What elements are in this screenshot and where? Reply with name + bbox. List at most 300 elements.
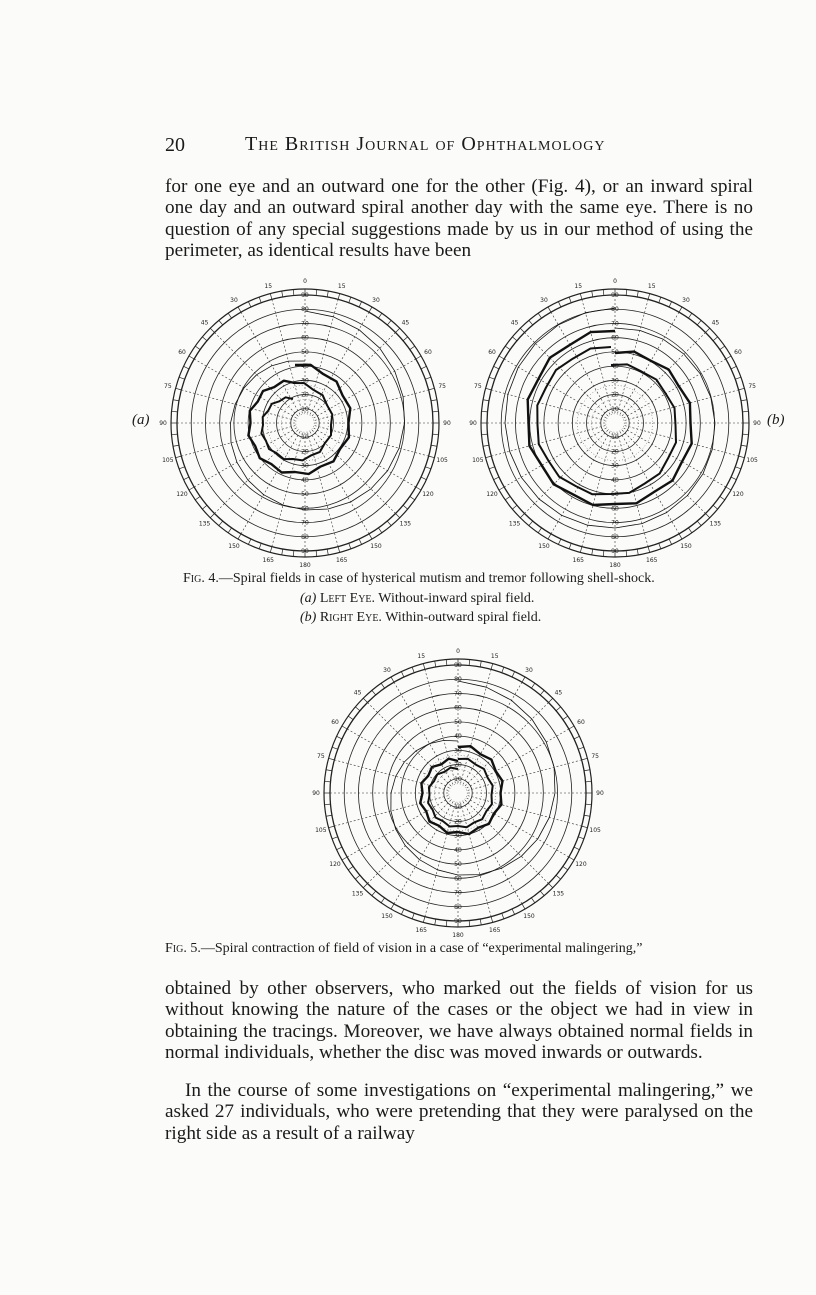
scale-tick: [491, 664, 493, 670]
scale-tick: [282, 291, 283, 297]
radial-label: 80: [611, 533, 619, 541]
radial-label: 30: [301, 462, 309, 470]
meridian-line: [310, 432, 369, 534]
field-tracing: [391, 681, 555, 875]
scale-tick: [372, 690, 376, 695]
scale-tick: [412, 667, 414, 673]
scale-tick: [505, 496, 510, 499]
scale-tick: [697, 320, 701, 325]
scale-tick: [637, 549, 638, 555]
radial-label: 20: [454, 761, 462, 769]
scale-tick: [372, 891, 376, 896]
radial-label: 20: [611, 448, 619, 456]
meridian-line: [181, 426, 295, 457]
field-tracing: [528, 331, 692, 505]
radial-label: 10: [454, 775, 462, 783]
scale-tick: [195, 346, 200, 349]
scale-tick: [558, 302, 561, 307]
meridian-label: 105: [162, 456, 174, 464]
scale-tick: [396, 328, 400, 332]
scale-tick: [584, 770, 590, 771]
figure-4a-label: (a): [132, 412, 150, 428]
radial-label: 30: [454, 747, 462, 755]
meridian-label: 150: [381, 912, 393, 920]
meridian-label: 75: [474, 383, 482, 391]
scale-tick: [558, 539, 561, 544]
field-tracing: [428, 759, 493, 828]
radial-label: 70: [454, 889, 462, 897]
scale-tick: [369, 534, 372, 539]
meridian-line: [181, 390, 295, 421]
meridian-label: 120: [329, 861, 341, 868]
scale-tick: [679, 534, 682, 539]
scale-tick: [381, 683, 384, 688]
scale-tick: [282, 549, 283, 555]
meridian-label: 180: [299, 562, 311, 569]
scale-tick: [202, 337, 207, 341]
meridian-label: 120: [486, 491, 498, 498]
scale-tick: [603, 551, 604, 557]
scale-tick: [423, 917, 425, 923]
figure-4-number: Fig. 4.: [183, 571, 219, 586]
meridian-label: 15: [574, 282, 583, 290]
scale-tick: [228, 528, 231, 533]
scale-tick: [348, 716, 353, 719]
meridian-label: 75: [591, 753, 599, 761]
scale-tick: [184, 366, 189, 369]
scale-tick: [578, 837, 584, 839]
scale-tick: [425, 467, 431, 469]
meridian-line: [241, 432, 300, 534]
meridian-line: [272, 299, 303, 413]
meridian-line: [461, 803, 492, 917]
meridian-label: 60: [424, 349, 432, 356]
scale-tick: [446, 660, 447, 666]
subcaption-desc: Within-outward spiral field.: [385, 610, 542, 625]
scale-tick: [574, 736, 579, 739]
meridian-line: [425, 669, 456, 783]
scale-tick: [387, 320, 391, 325]
radial-label: 50: [611, 348, 619, 356]
scale-tick: [325, 804, 331, 805]
scale-tick: [549, 884, 553, 888]
scale-tick: [431, 445, 437, 446]
figure-5-caption: [165, 941, 642, 957]
scale-tick: [531, 683, 534, 688]
meridian-label: 75: [164, 383, 172, 391]
meridian-label: 30: [525, 667, 533, 675]
scale-tick: [173, 445, 179, 446]
scale-tick: [584, 815, 590, 816]
figure-4-caption: [183, 571, 655, 587]
radial-label: 10: [454, 804, 462, 812]
scale-tick: [489, 377, 495, 379]
scale-tick: [491, 917, 493, 923]
scale-tick: [586, 804, 592, 805]
scale-tick: [540, 891, 544, 896]
meridian-line: [394, 802, 453, 904]
meridian-line: [463, 682, 522, 784]
subcaption-letter: (a): [300, 591, 317, 606]
radial-label: 10: [301, 405, 309, 413]
scale-tick: [401, 672, 404, 677]
scale-tick: [332, 747, 338, 749]
scale-tick: [531, 898, 534, 903]
scale-tick: [326, 770, 332, 771]
meridian-label: 135: [709, 520, 722, 528]
scale-tick: [540, 690, 544, 695]
radial-label: 20: [454, 818, 462, 826]
meridian-label: 45: [554, 689, 563, 697]
meridian-label: 135: [399, 520, 412, 528]
scale-tick: [378, 528, 381, 533]
scale-tick: [421, 366, 426, 369]
scale-tick: [563, 866, 568, 869]
meridian-label: 135: [552, 890, 565, 898]
meridian-label: 135: [508, 520, 521, 528]
meridian-line: [491, 390, 605, 421]
scale-tick: [580, 547, 582, 553]
meridian-line: [194, 359, 296, 418]
meridian-label: 90: [753, 420, 761, 427]
scale-tick: [416, 487, 421, 490]
perimeter-chart-right-eye: [470, 278, 760, 568]
radial-label: 30: [611, 462, 619, 470]
scale-tick: [338, 294, 340, 300]
meridian-label: 45: [711, 319, 720, 327]
scale-tick: [713, 505, 718, 509]
scale-tick: [659, 543, 661, 549]
scale-tick: [713, 337, 718, 341]
scale-tick: [735, 377, 741, 379]
scale-tick: [349, 297, 351, 303]
scale-tick: [259, 297, 261, 303]
radial-label: 40: [301, 363, 309, 371]
radial-label: 60: [301, 334, 309, 342]
meridian-line: [582, 433, 613, 547]
inner-dotted-circle: [296, 414, 314, 432]
meridian-line: [504, 359, 606, 418]
meridian-label: 165: [489, 927, 501, 935]
scale-tick: [556, 707, 561, 711]
scale-tick: [429, 388, 435, 390]
radial-label: 40: [611, 476, 619, 484]
scale-tick: [421, 477, 426, 480]
scale-tick: [425, 377, 431, 379]
scale-tick: [329, 758, 335, 760]
scale-tick: [486, 388, 492, 390]
scale-tick: [342, 857, 347, 860]
meridian-label: 0: [613, 278, 617, 285]
scale-tick: [342, 726, 347, 729]
scale-tick: [706, 328, 710, 332]
radial-label: 10: [611, 405, 619, 413]
scale-tick: [195, 496, 200, 499]
meridian-line: [551, 312, 610, 414]
meridian-line: [504, 428, 606, 487]
scale-tick: [210, 328, 214, 332]
radial-label: 90: [301, 548, 309, 555]
meridian-label: 165: [262, 557, 274, 565]
meridian-line: [551, 432, 610, 534]
scale-tick: [505, 346, 510, 349]
radial-label: 10: [611, 434, 619, 442]
inner-dotted-circle: [449, 784, 467, 802]
meridian-label: 165: [646, 557, 658, 565]
radial-label: 70: [611, 320, 619, 328]
radial-label: 80: [301, 533, 309, 541]
meridian-label: 30: [230, 297, 238, 305]
radial-label: 30: [301, 377, 309, 385]
meridian-label: 60: [734, 349, 742, 356]
radial-label: 90: [454, 662, 462, 669]
meridian-label: 150: [538, 542, 550, 550]
scale-tick: [482, 411, 488, 412]
scale-tick: [522, 904, 525, 909]
scale-tick: [270, 294, 272, 300]
figure-5-number: Fig. 5.: [165, 941, 201, 956]
scale-tick: [325, 781, 331, 782]
scale-tick: [512, 909, 515, 914]
radial-label: 80: [454, 903, 462, 911]
radial-label: 20: [301, 391, 309, 399]
body-paragraph: for one eye and an outward one for the other (Fig. 4), or an inward spiral one day and an outward spiral another day with the same eye. There is no question of any special suggestions made by us in our method of using the perimeter, as identical results have been: [165, 176, 753, 261]
meridian-line: [622, 332, 705, 415]
radial-label: 40: [454, 733, 462, 741]
meridian-label: 60: [331, 719, 339, 726]
meridian-label: 15: [264, 282, 273, 290]
figure-4b-subcaption: [300, 610, 541, 626]
meridian-line: [491, 426, 605, 457]
meridian-label: 165: [572, 557, 584, 565]
scale-tick: [416, 356, 421, 359]
meridian-label: 60: [488, 349, 496, 356]
scale-tick: [494, 477, 499, 480]
radial-label: 30: [454, 832, 462, 840]
meridian-line: [467, 729, 569, 788]
meridian-label: 75: [438, 383, 446, 391]
meridian-line: [524, 332, 607, 415]
radial-label: 50: [301, 348, 309, 356]
scale-tick: [355, 875, 360, 879]
scale-tick: [726, 487, 731, 490]
radial-label: 50: [454, 718, 462, 726]
scale-tick: [396, 514, 400, 518]
scale-tick: [486, 456, 492, 458]
scale-tick: [679, 307, 682, 312]
scale-tick: [248, 302, 251, 307]
meridian-label: 90: [443, 420, 451, 427]
meridian-label: 150: [228, 542, 240, 550]
scale-tick: [494, 366, 499, 369]
scale-tick: [179, 377, 185, 379]
scale-tick: [688, 313, 691, 318]
scale-tick: [179, 467, 185, 469]
radial-label: 90: [611, 292, 619, 299]
scale-tick: [327, 549, 328, 555]
meridian-line: [625, 390, 739, 421]
meridian-label: 90: [312, 790, 320, 797]
running-head: The British Journal of Ophthalmology: [245, 133, 606, 155]
meridian-label: 165: [415, 927, 427, 935]
scale-tick: [316, 551, 317, 557]
scale-tick: [435, 919, 436, 925]
scale-tick: [176, 388, 182, 390]
scale-tick: [499, 487, 504, 490]
scale-tick: [429, 456, 435, 458]
scale-tick: [739, 456, 745, 458]
scale-tick: [369, 307, 372, 312]
meridian-label: 135: [198, 520, 211, 528]
subcaption-letter: (b): [300, 610, 317, 625]
scale-tick: [326, 815, 332, 816]
scale-tick: [538, 528, 541, 533]
meridian-label: 45: [200, 319, 209, 327]
scale-tick: [688, 528, 691, 533]
meridian-label: 105: [315, 826, 327, 834]
scale-tick: [189, 356, 194, 359]
radial-label: 20: [301, 448, 309, 456]
figure-4-caption-text: —Spiral fields in case of hysterical mutism and tremor following shell-shock.: [218, 571, 655, 586]
scale-tick: [327, 291, 328, 297]
scale-tick: [410, 496, 415, 499]
scale-tick: [626, 551, 627, 557]
scale-tick: [355, 707, 360, 711]
meridian-line: [468, 760, 582, 791]
scale-tick: [423, 664, 425, 670]
meridian-label: 30: [540, 297, 548, 305]
scale-tick: [659, 297, 661, 303]
scale-tick: [697, 521, 701, 526]
scale-tick: [726, 356, 731, 359]
meridian-line: [622, 430, 705, 513]
scale-tick: [316, 290, 317, 296]
scale-tick: [549, 698, 553, 702]
scale-tick: [569, 543, 571, 549]
meridian-line: [367, 800, 450, 883]
scale-tick: [446, 921, 447, 927]
scale-tick: [238, 307, 241, 312]
radial-label: 90: [611, 548, 619, 555]
scale-tick: [210, 514, 214, 518]
meridian-label: 180: [609, 562, 621, 569]
scale-tick: [412, 913, 414, 919]
scale-tick: [648, 294, 650, 300]
scale-tick: [219, 521, 223, 526]
scale-tick: [522, 677, 525, 682]
scale-tick: [512, 672, 515, 677]
meridian-label: 45: [401, 319, 410, 327]
scale-tick: [731, 366, 736, 369]
subcaption-desc: Without-inward spiral field.: [378, 591, 535, 606]
figure-4b-label: (b): [767, 412, 785, 428]
scale-tick: [592, 291, 593, 297]
meridian-label: 60: [577, 719, 585, 726]
radial-label: 80: [454, 676, 462, 684]
perimeter-chart-left-eye: [160, 278, 450, 568]
scale-tick: [739, 388, 745, 390]
scale-tick: [489, 467, 495, 469]
radial-label: 60: [301, 505, 309, 513]
radial-label: 40: [454, 846, 462, 854]
meridian-label: 150: [680, 542, 692, 550]
scale-tick: [529, 320, 533, 325]
meridian-line: [347, 798, 449, 857]
scale-tick: [349, 543, 351, 549]
scale-tick: [512, 505, 517, 509]
scale-tick: [731, 477, 736, 480]
scale-tick: [176, 456, 182, 458]
scale-tick: [480, 661, 481, 667]
scale-tick: [270, 547, 272, 553]
figure-5-caption-text: —Spiral contraction of field of vision in a case of “experimental malingering,”: [200, 941, 643, 956]
meridian-line: [625, 426, 739, 457]
meridian-label: 105: [436, 456, 448, 464]
scale-tick: [626, 290, 627, 296]
scale-tick: [403, 337, 408, 341]
radial-label: 60: [454, 875, 462, 883]
scale-tick: [529, 521, 533, 526]
scale-tick: [202, 505, 207, 509]
scale-tick: [603, 290, 604, 296]
meridian-line: [461, 669, 492, 783]
scale-tick: [582, 758, 588, 760]
meridian-label: 90: [596, 790, 604, 797]
radial-label: 20: [611, 391, 619, 399]
radial-label: 70: [301, 320, 309, 328]
scale-tick: [735, 467, 741, 469]
scale-tick: [435, 661, 436, 667]
meridian-label: 75: [317, 753, 325, 761]
scale-tick: [741, 445, 747, 446]
radial-label: 60: [611, 334, 619, 342]
meridian-label: 180: [452, 932, 464, 939]
scale-tick: [720, 496, 725, 499]
radial-label: 40: [611, 363, 619, 371]
meridian-label: 135: [351, 890, 364, 898]
meridian-line: [468, 796, 582, 827]
scale-tick: [499, 356, 504, 359]
meridian-label: 150: [523, 912, 535, 920]
meridian-line: [465, 800, 548, 883]
meridian-label: 120: [575, 861, 587, 868]
body-paragraph: In the course of some investigations on “experimental malingering,” we asked 27 individuals, who were pretending that they were paralysed on the right side as a result of a railway: [165, 1080, 753, 1144]
scale-tick: [512, 337, 517, 341]
meridian-label: 75: [748, 383, 756, 391]
scale-tick: [569, 297, 571, 303]
scale-tick: [189, 487, 194, 490]
scale-tick: [569, 726, 574, 729]
radial-label: 60: [611, 505, 619, 513]
scale-tick: [329, 826, 335, 828]
radial-label: 60: [454, 704, 462, 712]
figure-4a-subcaption: [300, 591, 534, 607]
scale-tick: [520, 514, 524, 518]
meridian-label: 45: [353, 689, 362, 697]
scale-tick: [378, 313, 381, 318]
scale-tick: [586, 781, 592, 782]
meridian-label: 120: [422, 491, 434, 498]
field-tracing: [261, 383, 332, 460]
scale-tick: [332, 837, 338, 839]
perimeter-chart-malingering: [313, 648, 603, 938]
meridian-label: 0: [303, 278, 307, 285]
meridian-label: 105: [746, 456, 758, 464]
scale-tick: [502, 667, 504, 673]
scale-tick: [743, 411, 749, 412]
scale-tick: [741, 400, 747, 401]
subcaption-eye: Right Eye.: [319, 610, 382, 625]
